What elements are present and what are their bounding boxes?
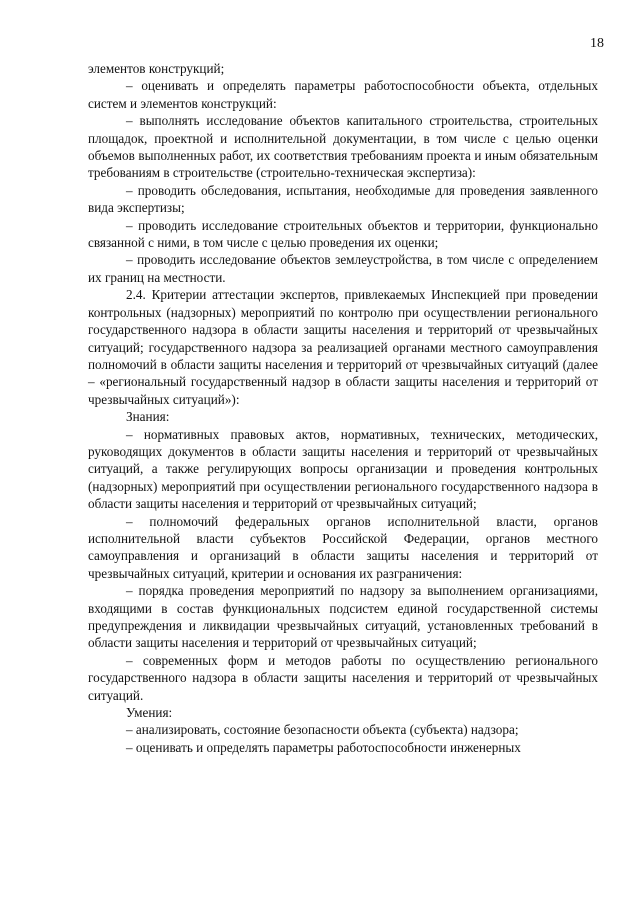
skills-heading: Умения: [126, 705, 173, 721]
paragraph-5: – проводить исследование строительных объектов и территории, функционально связанной с ними, в том числе с целью проведения их оценки; [88, 217, 598, 251]
knowledge-item-2: – полномочий федеральных органов исполнительной власти, органов исполнительной власти субъектов Российской Федерации, органов местного самоуправления и организаций в области защиты населения и территорий от чрезвычайных ситуаций, критерии и основания их разграничения: [88, 513, 598, 581]
section-2-4-paragraph: 2.4. Критерии аттестации экспертов, привлекаемых Инспекцией при проведении контрольных (надзорных) мероприятий по контролю при осуществлении регионального государственного надзора в области защиты населения и территорий от чрезвычайных ситуаций; государственного надзора за реализацией органами местного самоуправления полномочий в области защиты населения и территорий от чрезвычайных ситуаций (далее – «региональный государственный надзор в области защиты населения и территорий от чрезвычайных ситуаций»): [88, 287, 598, 407]
knowledge-item-3: – порядка проведения мероприятий по надзору за выполнением организациями, входящими в состав функциональных подсистем единой государственной системы предупреждения и ликвидации чрезвычайных ситуаций, установленных требований в области защиты населения и территорий от чрезвычайных ситуаций; [88, 583, 598, 651]
paragraph-2: – оценивать и определять параметры работоспособности объекта, отдельных систем и элементов конструкций: [88, 78, 598, 111]
skills-item-2: – оценивать и определять параметры работоспособности инженерных [126, 739, 521, 755]
paragraph-1: элементов конструкций; [88, 61, 225, 76]
knowledge-item-1: – нормативных правовых актов, нормативных, технических, методических, руководящих документов в области защиты населения и территорий от чрезвычайных ситуаций, а также регулирующих вопросы организации и проведения контрольных (надзорных) мероприятий при осуществлении регионального государственного надзора в области защиты населения и территорий от чрезвычайных ситуаций; [88, 426, 598, 512]
paragraph-4: – проводить обследования, испытания, необходимые для проведения заявленного вида экспертизы; [88, 182, 598, 216]
paragraph-6: – проводить исследование объектов землеустройства, в том числе с определением их границ на местности. [88, 252, 598, 285]
skills-item-1: – анализировать, состояние безопасности объекта (субъекта) надзора; [126, 722, 519, 738]
document-body [88, 60, 598, 756]
knowledge-heading: Знания: [126, 409, 170, 425]
paragraph-3: – выполнять исследование объектов капитального строительства, строительных площадок, проектной и исполнительной документации, в том числе с целью оценки объемов выполненных работ, их соответствия требованиям проекта и иным обязательным требованиям в строительстве (строительно-техническая экспертиза): [88, 113, 598, 181]
page-number: 18 [590, 36, 604, 51]
knowledge-item-4: – современных форм и методов работы по осуществлению регионального государственного надзора в области защиты населения и территорий от чрезвычайных ситуаций. [88, 652, 598, 703]
